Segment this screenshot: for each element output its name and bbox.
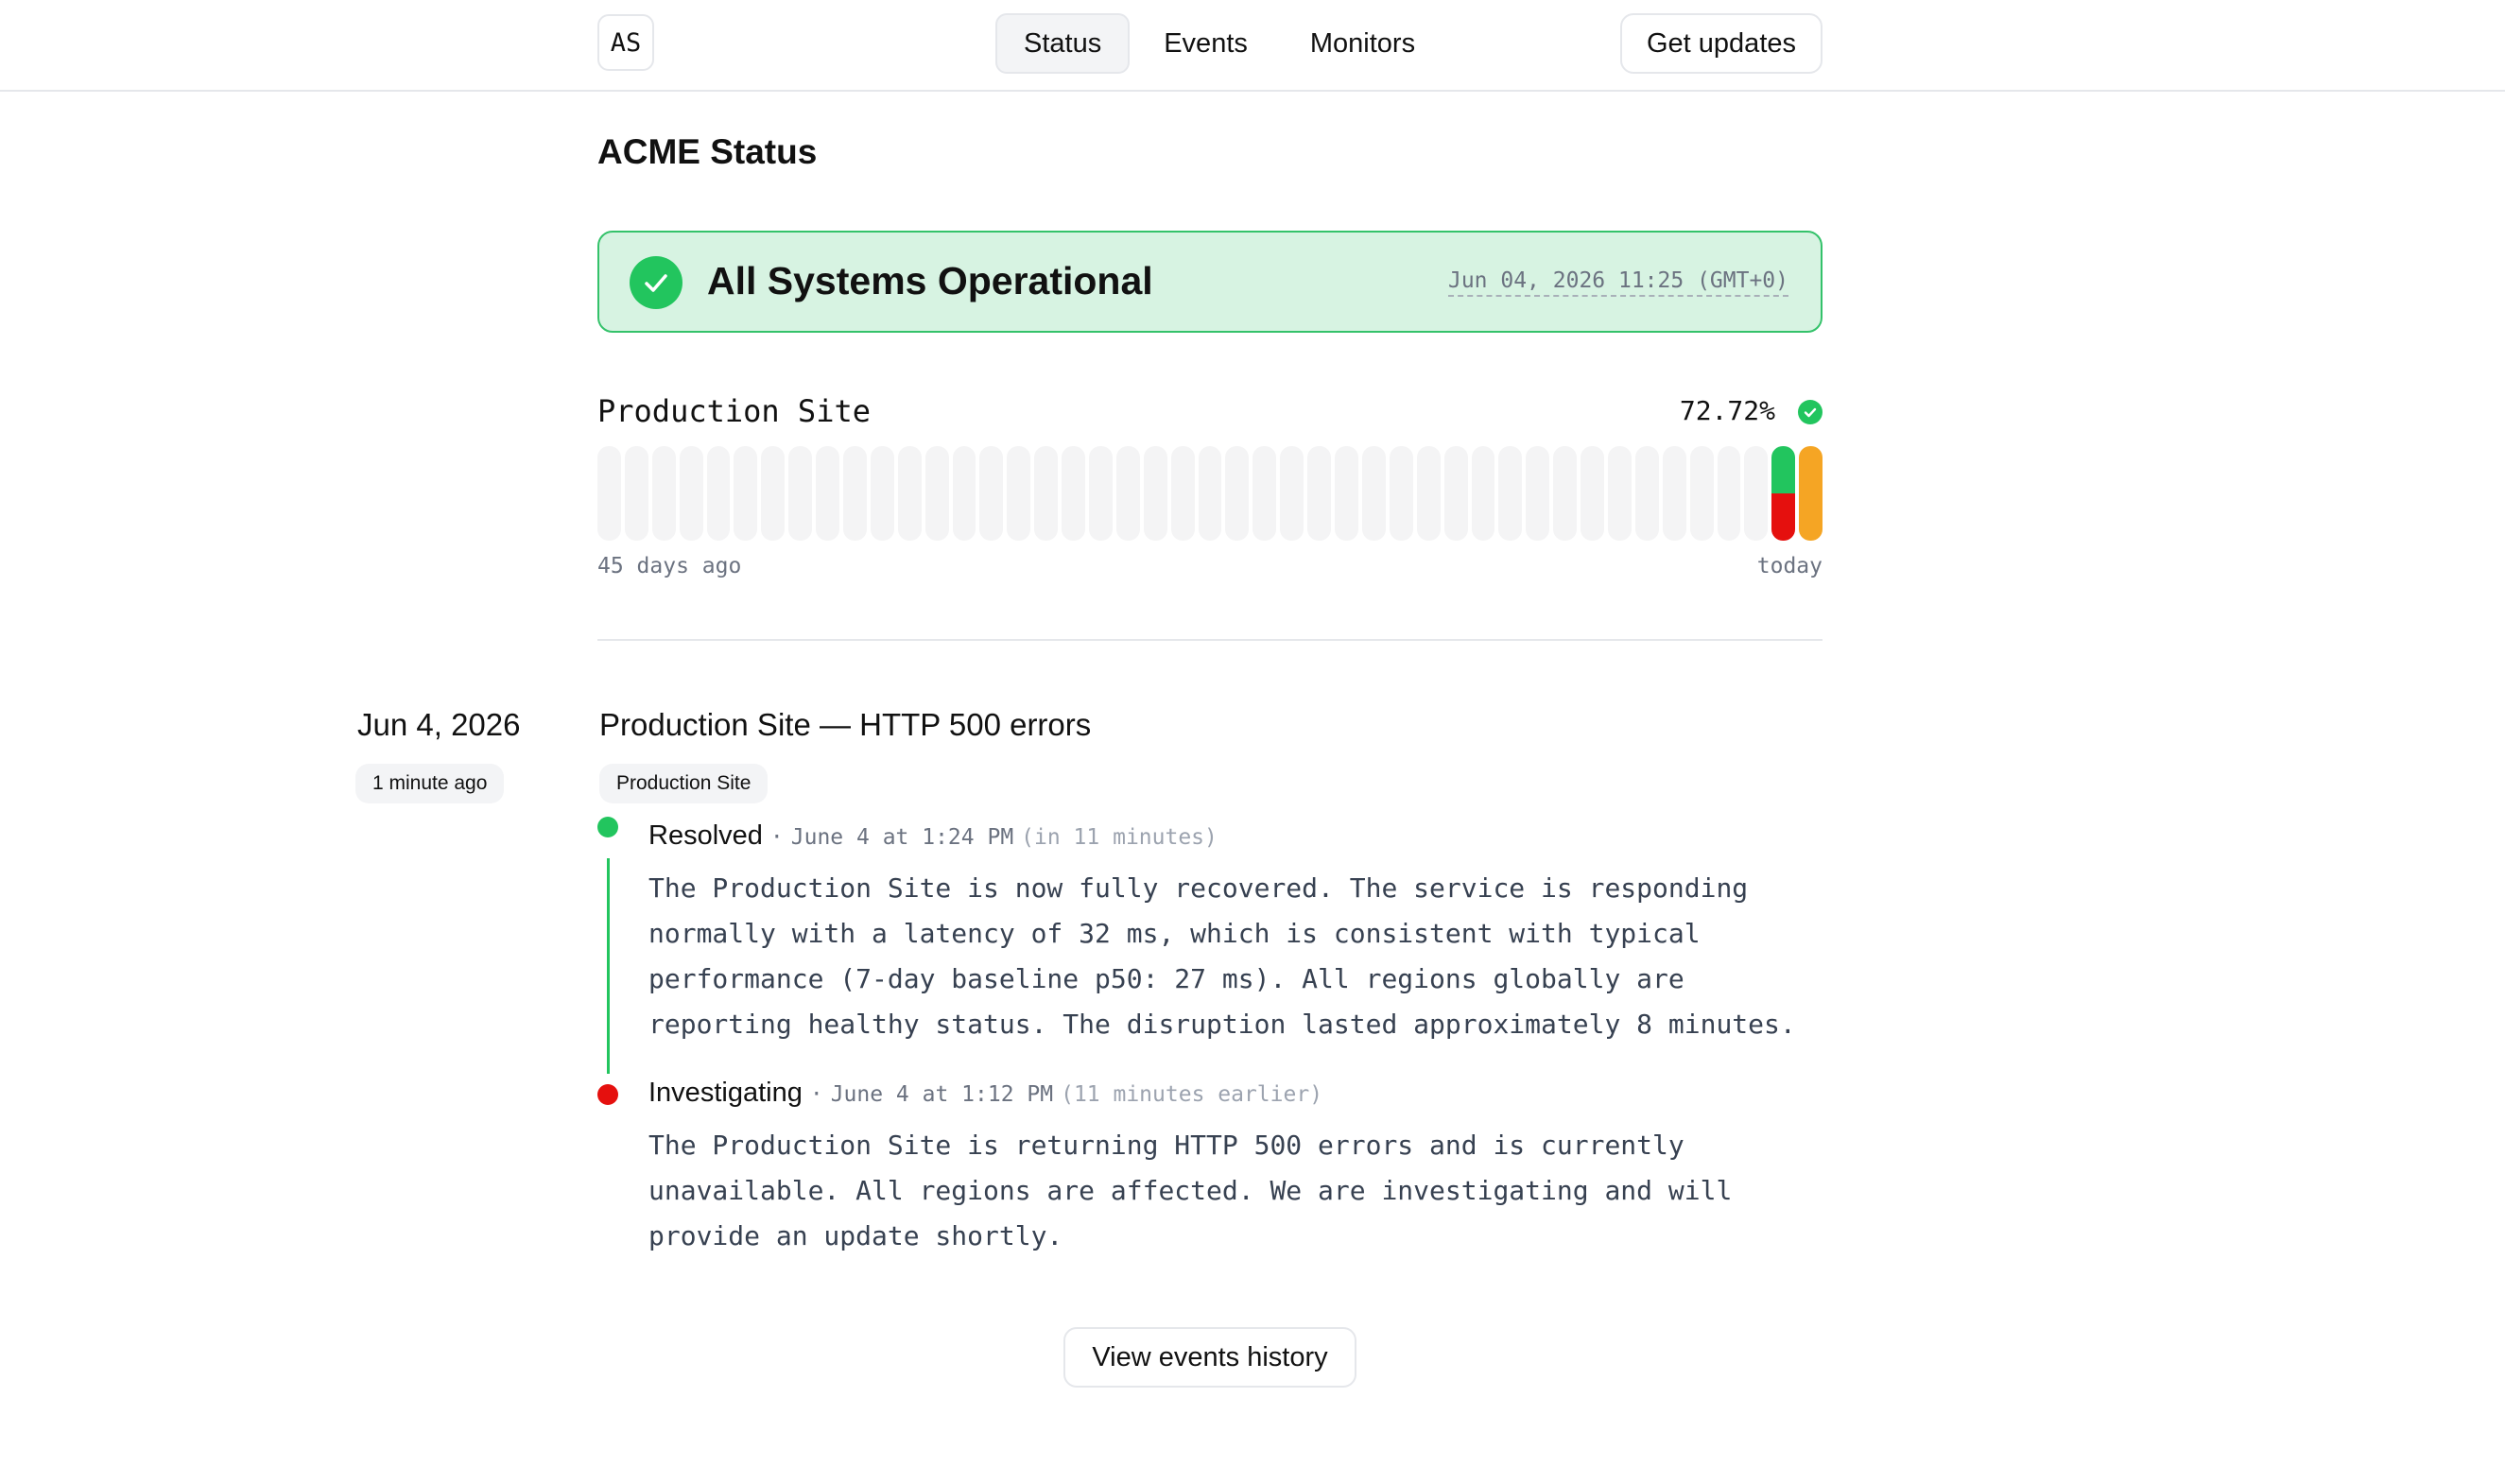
update-relative: (in 11 minutes): [1021, 825, 1218, 850]
uptime-day-bar[interactable]: [953, 446, 976, 541]
uptime-day-bar[interactable]: [898, 446, 922, 541]
uptime-day-bar[interactable]: [1307, 446, 1331, 541]
uptime-day-bar[interactable]: [1252, 446, 1276, 541]
uptime-day-bar[interactable]: [652, 446, 676, 541]
uptime-day-bar[interactable]: [871, 446, 894, 541]
uptime-day-bar[interactable]: [979, 446, 1003, 541]
uptime-day-bar[interactable]: [788, 446, 812, 541]
uptime-day-bar[interactable]: [843, 446, 867, 541]
monitor-ok-icon: [1798, 400, 1823, 424]
uptime-day-bar[interactable]: [1199, 446, 1222, 541]
uptime-day-bar[interactable]: [1498, 446, 1522, 541]
update-time: June 4 at 1:24 PM: [790, 825, 1014, 850]
get-updates-button[interactable]: Get updates: [1620, 13, 1823, 74]
uptime-day-bar[interactable]: [1089, 446, 1113, 541]
update-separator: ·: [809, 1082, 823, 1107]
uptime-day-bar[interactable]: [1635, 446, 1659, 541]
update-status: Resolved: [648, 820, 763, 851]
uptime-day-bar[interactable]: [1581, 446, 1604, 541]
uptime-day-bar[interactable]: [1280, 446, 1304, 541]
logo[interactable]: AS: [597, 14, 654, 71]
uptime-bar-chart: [597, 446, 1823, 541]
uptime-day-bar[interactable]: [1116, 446, 1140, 541]
uptime-day-bar[interactable]: [1663, 446, 1686, 541]
nav-tab-monitors[interactable]: Monitors: [1309, 27, 1416, 59]
uptime-day-bar[interactable]: [1526, 446, 1549, 541]
update-relative: (11 minutes earlier): [1061, 1082, 1323, 1107]
range-end-label: today: [1756, 554, 1823, 578]
nav-tab-status[interactable]: Status: [995, 13, 1130, 74]
uptime-day-bar[interactable]: [1034, 446, 1058, 541]
timeline-line: [607, 858, 610, 1074]
uptime-day-bar[interactable]: [1390, 446, 1413, 541]
uptime-day-bar[interactable]: [1444, 446, 1468, 541]
nav-tab-events[interactable]: Events: [1164, 27, 1248, 59]
update-header-resolved: [648, 820, 1218, 852]
event-date: Jun 4, 2026: [357, 707, 521, 742]
uptime-day-bar[interactable]: [1144, 446, 1167, 541]
main-nav: [995, 13, 1443, 74]
uptime-day-bar[interactable]: [1062, 446, 1085, 541]
investigating-status-dot: [597, 1084, 618, 1105]
event-monitor-tag[interactable]: Production Site: [599, 764, 768, 803]
monitor-uptime: 72.72%: [1679, 395, 1775, 426]
uptime-day-bar[interactable]: [1608, 446, 1632, 541]
uptime-day-bar[interactable]: [925, 446, 949, 541]
uptime-day-bar[interactable]: [1690, 446, 1714, 541]
uptime-day-bar[interactable]: [1472, 446, 1495, 541]
update-separator: ·: [769, 825, 784, 850]
uptime-day-bar[interactable]: [1799, 446, 1823, 541]
update-body: The Production Site is now fully recovered. The service is responding normally with a latency of 32 ms, which is consistent with typical performance (7-day baseline p50: 27 ms). All regions globally are reporting healthy status. The disruption lasted approximately 8 minutes.: [648, 872, 1796, 1040]
uptime-day-bar[interactable]: [707, 446, 731, 541]
update-header-investigating: [648, 1078, 1322, 1109]
uptime-day-bar[interactable]: [734, 446, 757, 541]
range-start-label: 45 days ago: [597, 554, 742, 578]
resolved-status-dot: [597, 817, 618, 837]
view-events-history-button[interactable]: View events history: [1063, 1327, 1356, 1388]
monitor-name: Production Site: [597, 393, 871, 429]
uptime-day-bar[interactable]: [1171, 446, 1195, 541]
uptime-day-bar[interactable]: [816, 446, 839, 541]
top-header: [0, 0, 2505, 92]
event-relative-badge: 1 minute ago: [355, 764, 504, 803]
status-timestamp[interactable]: Jun 04, 2026 11:25 (GMT+0): [1448, 268, 1788, 297]
update-time: June 4 at 1:12 PM: [830, 1082, 1054, 1107]
event-title[interactable]: Production Site — HTTP 500 errors: [599, 707, 1092, 742]
uptime-day-bar[interactable]: [680, 446, 703, 541]
divider: [597, 639, 1823, 641]
uptime-day-bar[interactable]: [1417, 446, 1441, 541]
uptime-day-bar[interactable]: [1744, 446, 1768, 541]
status-banner: [597, 231, 1823, 333]
uptime-day-bar[interactable]: [761, 446, 785, 541]
uptime-day-bar[interactable]: [625, 446, 648, 541]
status-banner-text: All Systems Operational: [707, 259, 1153, 302]
uptime-day-bar[interactable]: [1225, 446, 1249, 541]
uptime-day-bar[interactable]: [1718, 446, 1741, 541]
update-body: The Production Site is returning HTTP 500 errors and is currently unavailable. All regions are affected. We are investigating and will provide an update shortly.: [648, 1130, 1733, 1251]
uptime-day-bar[interactable]: [1007, 446, 1030, 541]
update-status: Investigating: [648, 1078, 803, 1108]
uptime-day-bar[interactable]: [1553, 446, 1577, 541]
uptime-day-bar[interactable]: [597, 446, 621, 541]
uptime-day-bar[interactable]: [1335, 446, 1358, 541]
uptime-day-bar[interactable]: [1771, 446, 1795, 541]
page-title: ACME Status: [597, 132, 818, 171]
check-circle-icon: [630, 256, 682, 309]
uptime-day-bar[interactable]: [1362, 446, 1386, 541]
